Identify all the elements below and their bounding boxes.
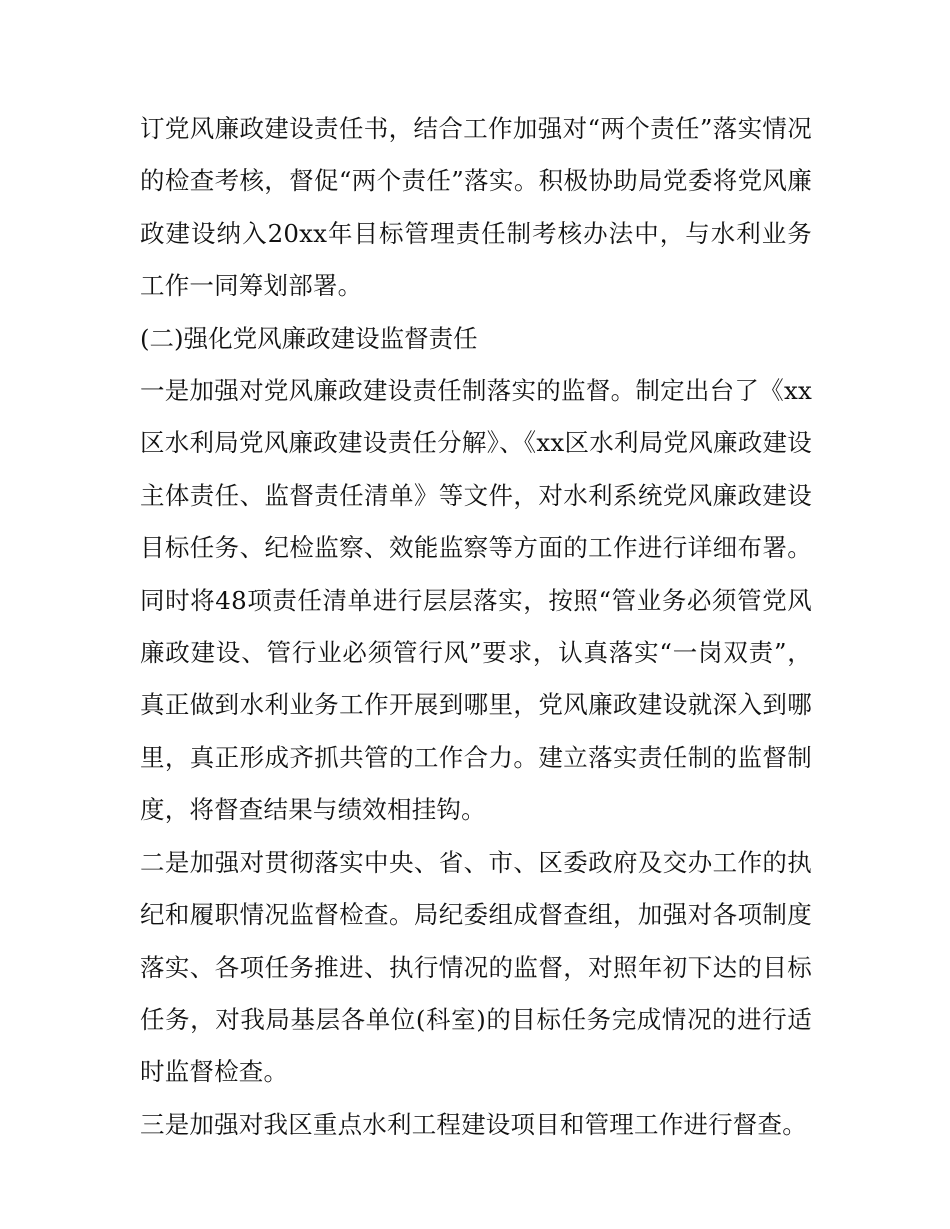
paragraph-responsibility-letter: 订党风廉政建设责任书，结合工作加强对“两个责任”落实情况的检查考核，督促“两个责任”落实。积极协助局党委将党风廉政建设纳入20xx年目标管理责任制考核办法中，与水利业务工作一同筹划部署。 bbox=[140, 114, 812, 301]
paragraph-point-three: 三是加强对我区重点水利工程建设项目和管理工作进行督查。 bbox=[140, 1109, 807, 1139]
paragraph-point-one: 一是加强对党风廉政建设责任制落实的监督。制定出台了《xx区水利局党风廉政建设责任分解》、《xx区水利局党风廉政建设主体责任、监督责任清单》等文件，对水利系统党风廉政建设目标任务、纪检监察、效能监察等方面的工作进行详细布署。同时将48项责任清单进行层层落实，按照“管业务必须管党风廉政建设、管行业必须管行风”要求，认真落实“一岗双责”，真正做到水利业务工作开展到哪里，党风廉政建设就深入到哪里，真正形成齐抓共管的工作合力。建立落实责任制的监督制度，将督查结果与绩效相挂钩。 bbox=[140, 376, 812, 825]
section-heading-supervision: (二)强化党风廉政建设监督责任 bbox=[140, 323, 478, 353]
document-page bbox=[140, 103, 812, 1151]
paragraph-point-two: 二是加强对贯彻落实中央、省、市、区委政府及交办工作的执纪和履职情况监督检查。局纪委组成督查组，加强对各项制度落实、各项任务推进、执行情况的监督，对照年初下达的目标任务，对我局基层各单位(科室)的目标任务完成情况的进行适时监督检查。 bbox=[140, 847, 812, 1087]
